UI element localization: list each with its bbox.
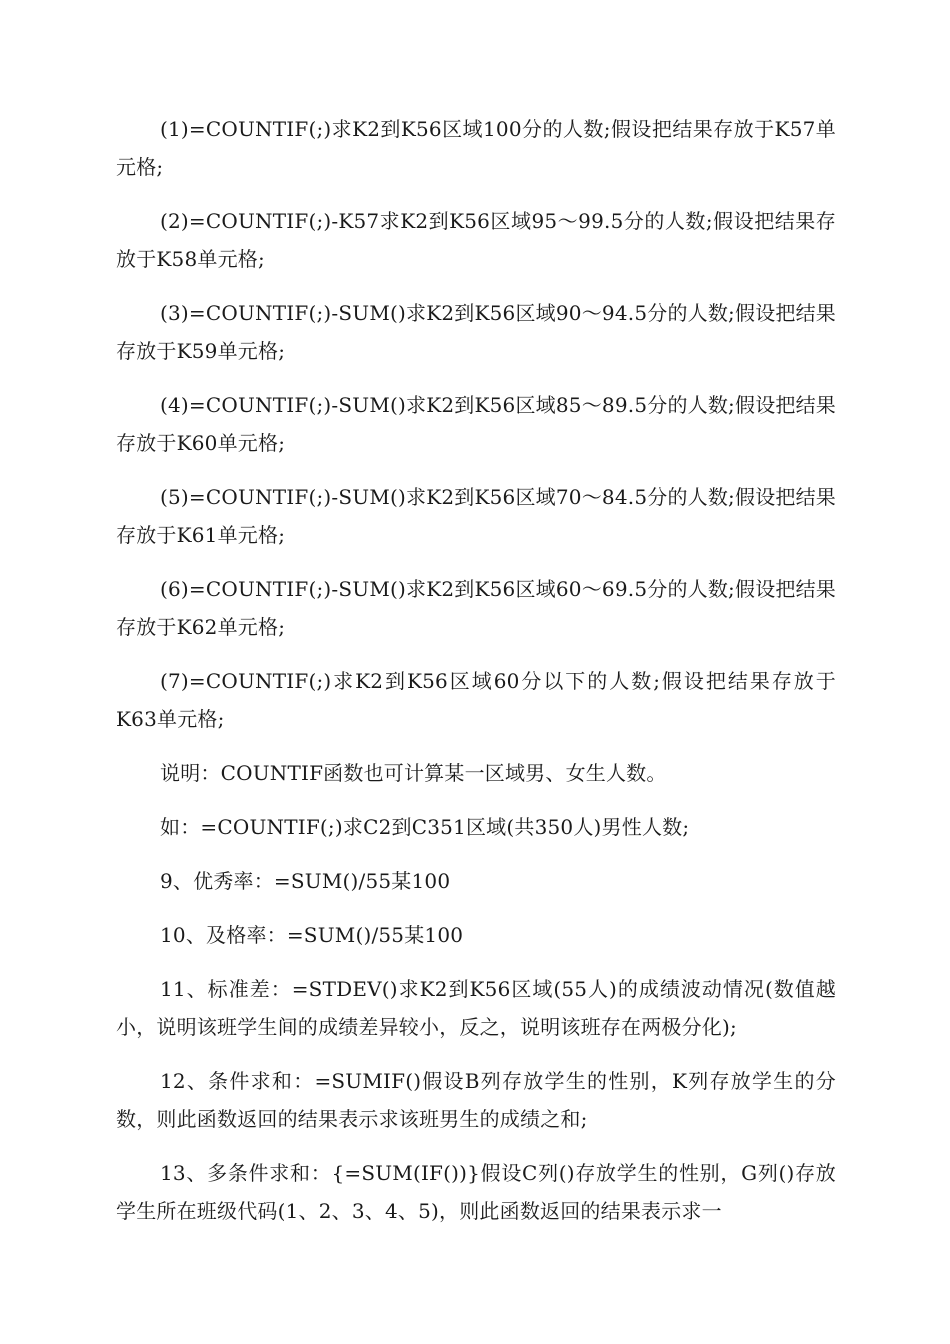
paragraph-multi-conditional-sum: 13、多条件求和：{=SUM(IF())}假设C列()存放学生的性别，G列()存放学生所在班级代码(1、2、3、4、5)，则此函数返回的结果表示求一 <box>116 1161 836 1223</box>
paragraph-countif-70: (5)=COUNTIF(;)-SUM()求K2到K56区域70～84.5分的人数;假设把结果存放于K61单元格; <box>116 485 836 547</box>
paragraph-countif-85: (4)=COUNTIF(;)-SUM()求K2到K56区域85～89.5分的人数;假设把结果存放于K60单元格; <box>116 393 836 455</box>
paragraph-countif-60: (6)=COUNTIF(;)-SUM()求K2到K56区域60～69.5分的人数;假设把结果存放于K62单元格; <box>116 577 836 639</box>
paragraph-countif-90: (3)=COUNTIF(;)-SUM()求K2到K56区域90～94.5分的人数;假设把结果存放于K59单元格; <box>116 301 836 363</box>
paragraph-countif-100: (1)=COUNTIF(;)求K2到K56区域100分的人数;假设把结果存放于K57单元格; <box>116 117 836 179</box>
paragraph-note: 说明：COUNTIF函数也可计算某一区域男、女生人数。 <box>160 761 667 785</box>
paragraph-standard-deviation: 11、标准差：=STDEV()求K2到K56区域(55人)的成绩波动情况(数值越小，说明该班学生间的成绩差异较小，反之，说明该班存在两极分化); <box>116 977 836 1039</box>
paragraph-example: 如：=COUNTIF(;)求C2到C351区域(共350人)男性人数; <box>160 815 690 839</box>
document-body <box>116 110 836 1246</box>
paragraph-excellent-rate: 9、优秀率：=SUM()/55某100 <box>160 869 451 893</box>
paragraph-countif-95: (2)=COUNTIF(;)-K57求K2到K56区域95～99.5分的人数;假设把结果存放于K58单元格; <box>116 209 836 271</box>
paragraph-conditional-sum: 12、条件求和：=SUMIF()假设B列存放学生的性别，K列存放学生的分数，则此函数返回的结果表示求该班男生的成绩之和; <box>116 1069 836 1131</box>
paragraph-countif-below-60: (7)=COUNTIF(;)求K2到K56区域60分以下的人数;假设把结果存放于K63单元格; <box>116 669 836 731</box>
paragraph-pass-rate: 10、及格率：=SUM()/55某100 <box>160 923 464 947</box>
